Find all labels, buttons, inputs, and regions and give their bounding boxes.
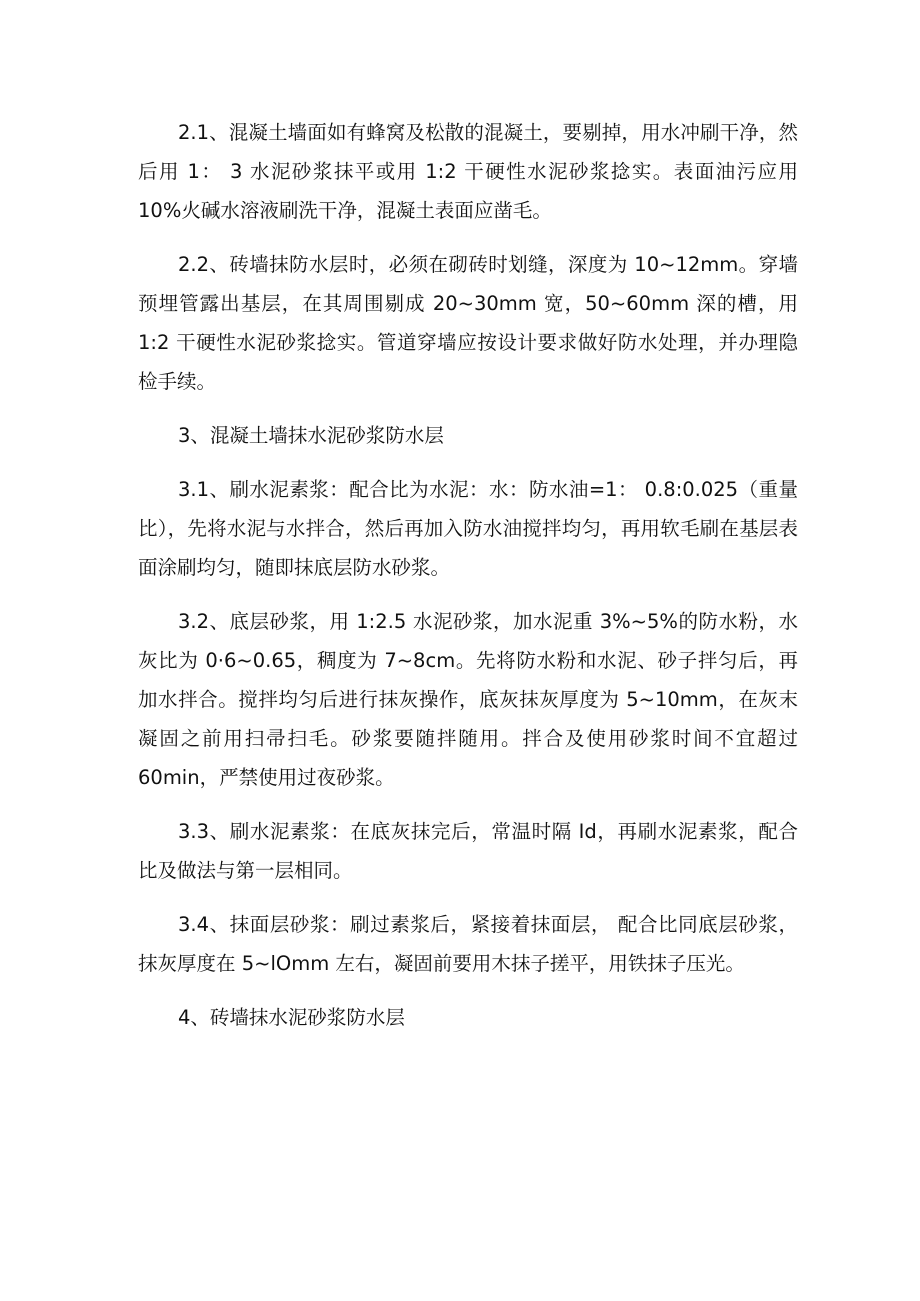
- section-heading-3: 3、混凝土墙抹水泥砂浆防水层: [178, 424, 444, 447]
- paragraph-2-2: 2.2、砖墙抹防水层时，必须在砌砖时划缝，深度为 10~12mm。穿墙预埋管露出基层，在其周围剔成 20~30mm 宽，50~60mm 深的槽，用 1:2 干硬性水泥砂浆捻实。管道穿墙应按设计要求做好防水处理，并办理隐检手续。: [138, 253, 798, 393]
- document-body: [138, 113, 798, 1052]
- paragraph-2-1: 2.1、混凝土墙面如有蜂窝及松散的混凝土，要剔掉，用水冲刷干净，然后用 1： 3 水泥砂浆抹平或用 1:2 干硬性水泥砂浆捻实。表面油污应用 10%火碱水溶液刷洗干净，混凝土表面应凿毛。: [138, 121, 798, 222]
- paragraph-3-3: 3.3、刷水泥素浆：在底灰抹完后，常温时隔 Id，再刷水泥素浆，配合比及做法与第一层相同。: [138, 820, 798, 882]
- paragraph-3-1: 3.1、刷水泥素浆：配合比为水泥：水：防水油=1： 0.8:0.025（重量比），先将水泥与水拌合，然后再加入防水油搅拌均匀，再用软毛刷在基层表面涂刷均匀，随即抹底层防水砂浆。: [138, 478, 798, 579]
- section-heading-4: 4、砖墙抹水泥砂浆防水层: [178, 1006, 405, 1029]
- paragraph-3-4: 3.4、抹面层砂浆：刷过素浆后，紧接着抹面层， 配合比同底层砂浆，抹灰厚度在 5~lOmm 左右，凝固前要用木抹子搓平，用铁抹子压光。: [138, 913, 798, 975]
- paragraph-3-2: 3.2、底层砂浆，用 1:2.5 水泥砂浆，加水泥重 3%~5%的防水粉，水灰比为 0·6~0.65，稠度为 7~8cm。先将防水粉和水泥、砂子拌匀后，再加水拌合。搅拌均匀后进行抹灰操作，底灰抹灰厚度为 5~10mm，在灰末凝固之前用扫帚扫毛。砂浆要随拌随用。拌合及使用砂浆时间不宜超过 60min，严禁使用过夜砂浆。: [138, 610, 798, 789]
